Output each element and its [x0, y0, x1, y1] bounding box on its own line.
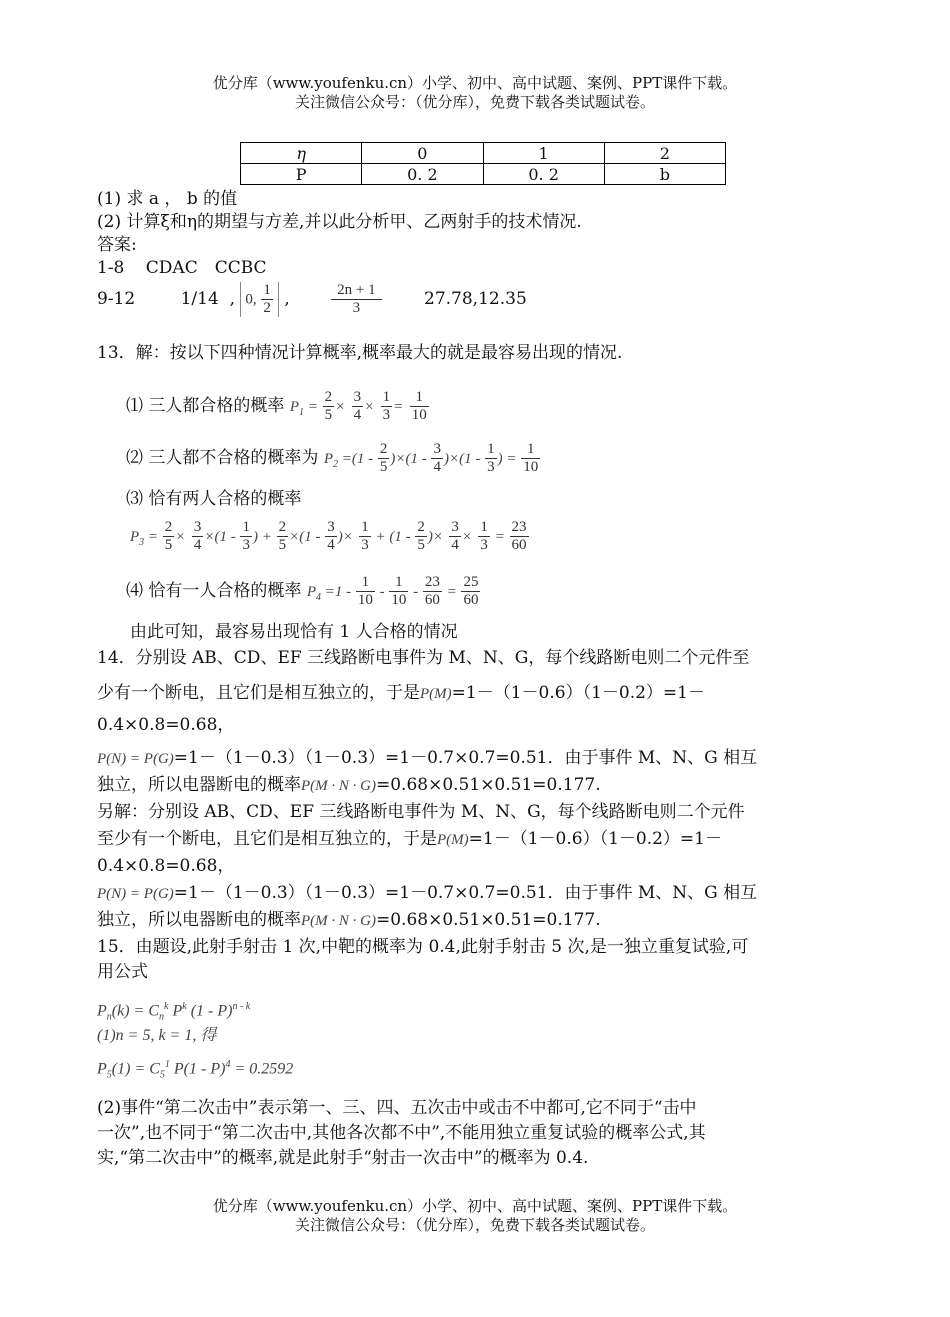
q14-line-3: 0.4×0.8=0.68， [97, 715, 235, 735]
table-row [241, 143, 726, 164]
q13-case-2: ⑵ 三人都不合格的概率为 $P_2 =(1$ - $\frac{2}{5}$ )×(1 - $\frac{3}{4}$ )×(1 - $\frac{1}{3}$ ) = $\frac{1}{10}$ [126, 441, 539, 475]
q13-conclusion: 由此可知，最容易出现恰有 1 人合格的情况 [130, 622, 458, 642]
table-cell: 0. 2 [362, 164, 483, 185]
q13-case-3: ⑶ 恰有两人合格的概率 [126, 489, 302, 509]
q15-part2-line-3: 实,“第二次击中”的概率,就是此射手“射击一次击中”的概率为 0.4. [97, 1148, 589, 1168]
table-row [241, 164, 726, 185]
q15-formula-2: (1)n = 5, k = 1, 得 [97, 1027, 217, 1044]
table-cell: 1 [483, 143, 604, 164]
q14-line-2: 少有一个断电，且它们是相互独立的，于是P(M)=1－（1－0.6）（1－0.2）=1－ [97, 683, 705, 703]
header-line-1: 优分库（www.youfenku.cn）小学、初中、高中试题、案例、PPT课件下载。 [212, 74, 738, 92]
q13-case-3-formula: $P_3$ = $\frac{2}{5}$ × $\frac{3}{4}$ ×(1 - $\frac{1}{3}$ ) + $\frac{2}{5}$ ×(1 - $\frac{3}{4}$ )× $\frac{1}{3}$ + (1 - $\frac{2}{5}$ )× $\frac{3}{4}$ × $\frac{1}{3}$ = $\frac{23}{60}$ [130, 519, 527, 553]
table-cell: 0. 2 [483, 164, 604, 185]
table-cell: b [604, 164, 725, 185]
answer-11-fraction: $\frac{2n + 1}{3}$ [331, 282, 381, 317]
q14-alt-5: 独立，所以电器断电的概率P(M · N · G)=0.68×0.51×0.51=0.177. [97, 910, 601, 930]
distribution-table [240, 142, 726, 185]
q13-intro: 13．解：按以下四种情况计算概率,概率最大的就是最容易出现的情况. [97, 343, 623, 363]
answer-label: 答案: [97, 235, 137, 255]
table-cell: P [241, 164, 362, 185]
answer-10-interval: 0, $\frac{1}{2}$ [240, 282, 279, 317]
answers-9-12-label: 9-12 [97, 289, 136, 309]
q14-alt-1: 另解：分别设 AB、CD、EF 三线路断电事件为 M、N、G，每个线路断电则二个元件 [97, 802, 745, 822]
q14-alt-3: 0.4×0.8=0.68， [97, 856, 235, 876]
answers-1-8-label: 1-8 [97, 258, 125, 278]
answers-1-8-value: CDAC CCBC [145, 258, 267, 278]
q14-line-1: 14．分别设 AB、CD、EF 三线路断电事件为 M、N、G，每个线路断电则二个元件至 [97, 648, 750, 668]
q14-line-4: P(N) = P(G)=1－（1－0.3）（1－0.3）=1－0.7×0.7=0.51．由于事件 M、N、G 相互 [97, 748, 758, 768]
answer-9: 1/14 [180, 289, 219, 309]
q15-formula-3: $P_5(1) = C_5^1$ P(1 - P)$^4$ = 0.2592 [97, 1059, 294, 1081]
question-1: (1) 求 a ， b 的值 [97, 189, 238, 209]
table-cell: η [241, 143, 362, 164]
question-2: (2) 计算ξ和η的期望与方差,并以此分析甲、乙两射手的技术情况. [97, 212, 582, 232]
q13-case-4: ⑷ 恰有一人合格的概率 $P_4 =1$ - $\frac{1}{10}$ - $\frac{1}{10}$ - $\frac{23}{60}$ = $\frac{25}{60}$ [126, 574, 479, 608]
answers-1-8 [97, 257, 857, 279]
q15-part2-line-1: (2)事件“第二次击中”表示第一、三、四、五次击中或击不中都可,它不同于“击中 [97, 1098, 697, 1118]
q15-line-2: 用公式 [97, 962, 148, 982]
answer-12: 27.78,12.35 [424, 289, 527, 309]
q13-case-1: ⑴ 三人都合格的概率 $P_1$ = $\frac{2}{5}$ × $\frac{3}{4}$ × $\frac{1}{3}$ = $\frac{1}{10}$ [126, 389, 427, 423]
q14-line-5: 独立，所以电器断电的概率P(M · N · G)=0.68×0.51×0.51=0.177. [97, 775, 601, 795]
header-line-2: 关注微信公众号：（优分库），免费下载各类试题试卷。 [294, 93, 655, 111]
q15-part2-line-2: 一次”,也不同于“第二次击中,其他各次都不中”,不能用独立重复试验的概率公式,其 [97, 1123, 706, 1143]
footer-line-2: 关注微信公众号：（优分库），免费下载各类试题试卷。 [294, 1216, 655, 1234]
q14-alt-2: 至少有一个断电，且它们是相互独立的，于是P(M)=1－（1－0.6）（1－0.2）=1－ [97, 829, 722, 849]
answers-9-12: 9-12 1/14 , 0, $\frac{1}{2}$ , $\frac{2n + 1}{3}$ 27.78,12.35 [97, 282, 527, 316]
table-cell: 2 [604, 143, 725, 164]
table-cell: 0 [362, 143, 483, 164]
footer-line-1: 优分库（www.youfenku.cn）小学、初中、高中试题、案例、PPT课件下载。 [212, 1197, 738, 1215]
q15-line-1: 15．由题设,此射手射击 1 次,中靶的概率为 0.4,此射手射击 5 次,是一独立重复试验,可 [97, 937, 749, 957]
q15-formula-1: $P_n(k) = C_n^k$ $P^k$ (1 - P)$^{n - k}$ [97, 1001, 251, 1023]
q14-alt-4: P(N) = P(G)=1－（1－0.3）（1－0.3）=1－0.7×0.7=0.51．由于事件 M、N、G 相互 [97, 883, 758, 903]
